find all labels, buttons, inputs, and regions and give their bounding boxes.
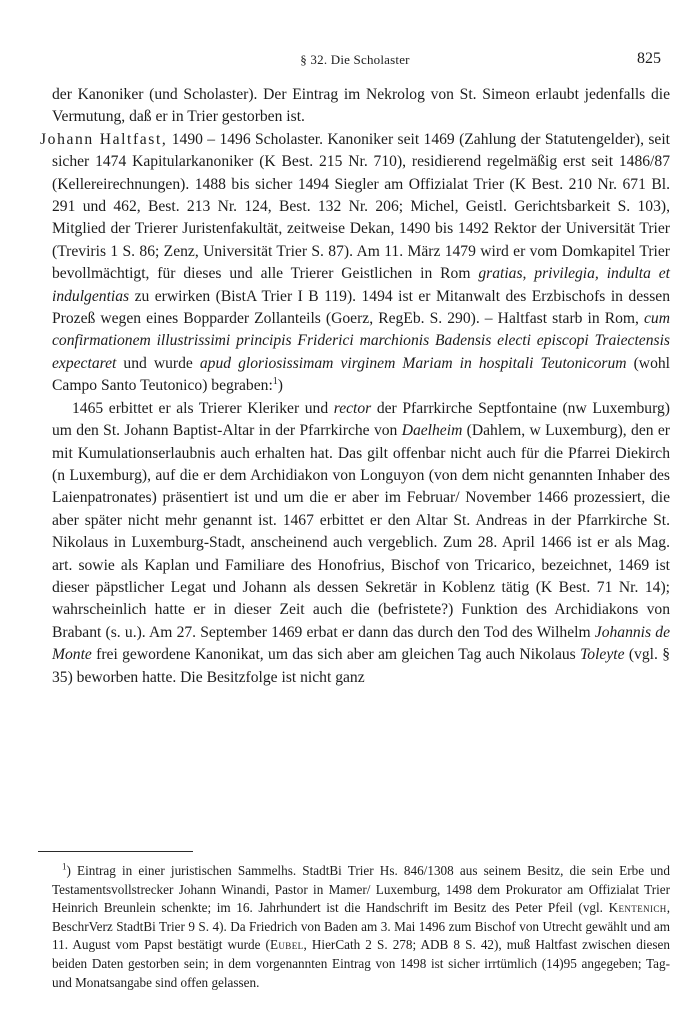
- text-run: der Pfarrkirche Septfontaine (nw Luxemburg) um den St. Johann Baptist-Altar in der Pfarrkirche von: [52, 399, 670, 440]
- running-title: § 32. Die Scholaster: [300, 52, 410, 67]
- text-run: 1490 – 1496 Scholaster. Kanoniker seit 1469 (Zahlung der Statutengelder), seit sicher 1474 Kapitularkanoniker (K Best. 215 Nr. 710), residierend regelmäßig erst seit 1486/87 (Kellereirechnungen). 1488 bis sicher 1494 Siegler am Offizialat Trier (K Best. 210 Nr. 671 Bl. 291 und 462, Best. 213 Nr. 124, Best. 132 Nr. 206; Michel, Geistl. Gerichtsbarkeit S. 103), Mitglied der Trierer Juristenfakultät, zeitweise Dekan, 1490 bis 1492 Rektor der Universität Trier (Treviris 1 S. 86; Zenz, Universität Trier S. 87). Am 11. März 1479 wird er vom Domkapitel Trier bevollmächtigt, für dieses und alle Trierer Geistlichen in Rom: [52, 130, 671, 283]
- paragraph-career: [40, 398, 670, 689]
- person-name: Toleyte: [580, 646, 625, 664]
- text-run: (vgl. § 35) beworben hatte. Die Besitzfolge ist nicht ganz: [52, 646, 670, 686]
- latin-phrase: gratias, privilegia, indulta et indulgentias: [52, 265, 670, 305]
- running-head: [40, 50, 670, 70]
- main-text: [40, 84, 670, 689]
- text-run: ) Eintrag in einer juristischen Sammelhs. StadtBi Trier Hs. 846/1308 aus seinem Besitz, die sein Erbe und Testamentsvollstrecker Johann Winandi, Pastor in Mamer/ Luxemburg, 1498 dem Prokurator am Offizialat Trier Heinrich Breunlein schenkte; im 16. Jahrhundert ist die Handschrift im Besitz des Peter Pfeil (vgl.: [52, 863, 670, 916]
- latin-phrase: apud gloriosissimam virginem Mariam in hospitali Teutonicorum: [199, 354, 627, 372]
- latin-phrase: cum confirmationem illustrissimi principis Friderici marchionis Badensis electi episcopi Traiectensis expectaret: [52, 310, 670, 372]
- text-run: , BeschrVerz StadtBi Trier 9 S. 4). Da Friedrich von Baden am 3. Mai 1496 zum Bischof von Utrecht gewählt und am 11. August vom Papst bestätigt wurde (: [52, 900, 670, 953]
- author-name: Eubel: [269, 937, 304, 953]
- text-run: 1465 erbittet er als Trierer Kleriker und: [72, 399, 334, 417]
- text-run: (Dahlem, w Luxemburg), den er mit Kumulationserlaubnis auch erhalten hat. Das gilt offenbar nicht auch für die Pfarrei Diekirch (n Luxemburg), auf die er dem Archidiakon von Longuyon (von dem nicht genannten Inhaber des Laienpatronates) präsentiert ist und um die er aber im Februar/ November 1466 prozessiert, die aber später nicht mehr genannt ist. 1467 erbittet er den Altar St. Andreas in der Pfarrkirche St. Nikolaus in Luxemburg-Stadt, anscheinend auch vergeblich. Zum 28. April 1466 ist er als Mag. art. sowie als Kaplan und Familiare des Honofrius, Bischof von Tricarico, bezeichnet, 1469 ist dieser päpstlicher Legat und Johann als dessen Sekretär in Koblenz tätig (K Best. 71 Nr. 14); wahrscheinlich hatte er in dieser Zeit auch die (befristete?) Funktion des Archidiakons von Brabant (s. u.). Am 27. September 1469 erbat er dann das durch den Tod des Wilhelm: [52, 422, 671, 641]
- text-run: zu erwirken (BistA Trier I B 119). 1494 ist er Mitanwalt des Erzbischofs in dessen Prozeß wegen eines Bopparder Zollanteils (Goerz, RegEb. S. 290). – Haltfast starb in Rom,: [52, 287, 670, 328]
- person-name: Johann Haltfast,: [40, 130, 168, 148]
- text-run: , HierCath 2 S. 278; ADB 8 S. 42), muß Haltfast zwischen diesen beiden Daten gestorben sein; in dem vorgenannten Eintrag von 1498 ist sicher irrtümlich (14)95 angegeben; Tag- und Monatsangabe sind offen gelassen.: [52, 937, 670, 990]
- footnote-reference[interactable]: 1: [272, 376, 278, 388]
- text-run: (wohl Campo Santo Teutonico) begraben:: [52, 354, 670, 395]
- paragraph-haltfast-entry: [40, 129, 670, 398]
- footnote-marker: 1: [62, 861, 67, 872]
- footnote: [40, 862, 670, 992]
- footnote-divider: [38, 851, 193, 852]
- footnote-text: [40, 862, 670, 992]
- place-name: Daelheim: [401, 422, 463, 440]
- text-run: frei gewordene Kanonikat, um das sich aber am gleichen Tag auch Nikolaus: [91, 646, 581, 664]
- paragraph-continuation: der Kanoniker (und Scholaster). Der Eintrag im Nekrolog von St. Simeon erlaubt jedenfalls die Vermutung, daß er in Trier gestorben ist.: [52, 86, 670, 126]
- text-run: ): [277, 377, 283, 395]
- author-name: Kentenich: [608, 900, 667, 916]
- latin-term: rector: [333, 399, 372, 417]
- person-name: Johannis de Monte: [52, 623, 670, 664]
- text-run: und wurde: [116, 354, 200, 372]
- page-number: 825: [637, 50, 661, 67]
